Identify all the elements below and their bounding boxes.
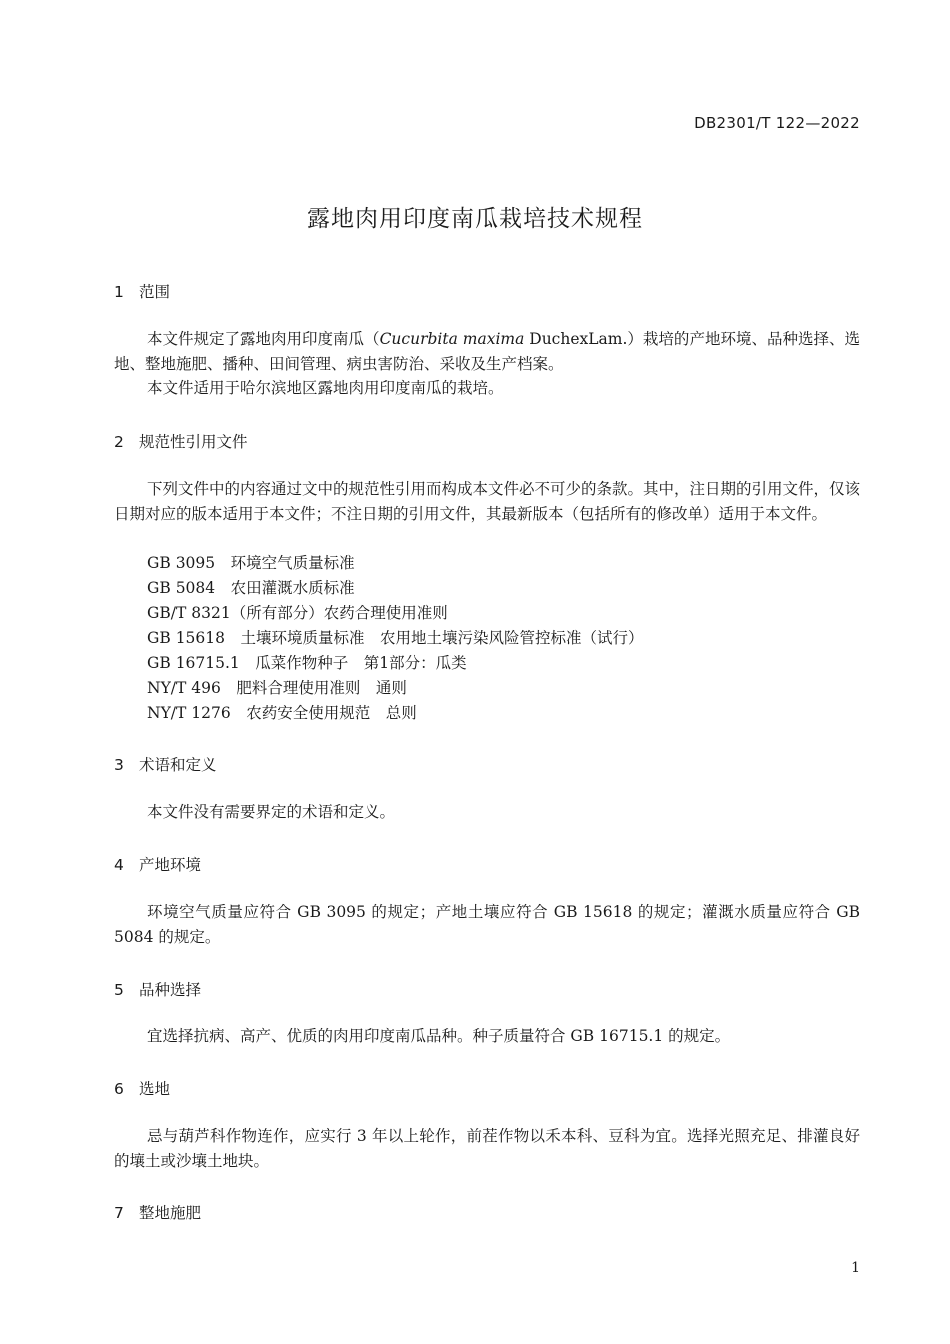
variety-paragraph: 宜选择抗病、高产、优质的肉用印度南瓜品种。种子质量符合 GB 16715.1 的规定。 bbox=[147, 1027, 731, 1045]
reference-item: GB 15618 土壤环境质量标准 农用地土壤污染风险管控标准（试行） bbox=[147, 629, 644, 647]
section-heading-1 bbox=[114, 280, 170, 302]
reference-item: GB 16715.1 瓜菜作物种子 第1部分：瓜类 bbox=[147, 654, 467, 672]
section-heading-4 bbox=[114, 853, 201, 875]
normative-references-intro: 下列文件中的内容通过文中的规范性引用而构成本文件必不可少的条款。其中，注日期的引用文件，仅该日期对应的版本适用于本文件；不注日期的引用文件，其最新版本（包括所有的修改单）适用于本文件。 bbox=[114, 480, 861, 523]
section-title: 规范性引用文件 bbox=[139, 433, 248, 451]
section-number: 7 bbox=[114, 1204, 124, 1222]
section-title: 整地施肥 bbox=[139, 1204, 202, 1222]
section-number: 3 bbox=[114, 756, 124, 774]
reference-item: GB 5084 农田灌溉水质标准 bbox=[147, 579, 355, 597]
section-number: 2 bbox=[114, 433, 124, 451]
section-number: 6 bbox=[114, 1080, 124, 1098]
section-title: 品种选择 bbox=[139, 981, 202, 999]
environment-paragraph: 环境空气质量应符合 GB 3095 的规定；产地土壤应符合 GB 15618 的规定；灌溉水质量应符合 GB 5084 的规定。 bbox=[114, 903, 860, 946]
scope-paragraph-1 bbox=[114, 327, 860, 376]
scientific-name: Cucurbita maxima bbox=[379, 330, 525, 348]
section-heading-3 bbox=[114, 753, 217, 775]
section-number: 5 bbox=[114, 981, 124, 999]
section-heading-5 bbox=[114, 978, 201, 1000]
reference-item: GB/T 8321（所有部分）农药合理使用准则 bbox=[147, 604, 448, 622]
section-heading-6 bbox=[114, 1077, 170, 1099]
reference-item: NY/T 1276 农药安全使用规范 总则 bbox=[147, 704, 417, 722]
site-selection-paragraph: 忌与葫芦科作物连作，应实行 3 年以上轮作，前茬作物以禾本科、豆科为宜。选择光照充足、排灌良好的壤土或沙壤土地块。 bbox=[114, 1127, 860, 1170]
section-heading-2 bbox=[114, 430, 248, 452]
paragraph-text: DuchexLam.）栽培的产地环境、品种选择、选地、整地施肥、播种、田间管理、病虫害防治、采收及生产档案。 bbox=[114, 330, 860, 373]
section-title: 选地 bbox=[139, 1080, 171, 1098]
section-number: 1 bbox=[114, 283, 124, 301]
reference-item: GB 3095 环境空气质量标准 bbox=[147, 554, 355, 572]
paragraph-text: 本文件规定了露地肉用印度南瓜（ bbox=[147, 330, 380, 348]
scope-paragraph-2: 本文件适用于哈尔滨地区露地肉用印度南瓜的栽培。 bbox=[147, 379, 504, 397]
terms-paragraph: 本文件没有需要界定的术语和定义。 bbox=[147, 803, 396, 821]
section-number: 4 bbox=[114, 856, 124, 874]
reference-item: NY/T 496 肥料合理使用准则 通则 bbox=[147, 679, 407, 697]
section-heading-7 bbox=[114, 1201, 201, 1223]
document-title: 露地肉用印度南瓜栽培技术规程 bbox=[307, 206, 643, 232]
section-title: 术语和定义 bbox=[139, 756, 217, 774]
section-title: 产地环境 bbox=[139, 856, 202, 874]
document-code: DB2301/T 122—2022 bbox=[694, 114, 860, 132]
page-number: 1 bbox=[851, 1260, 860, 1276]
section-title: 范围 bbox=[139, 283, 171, 301]
